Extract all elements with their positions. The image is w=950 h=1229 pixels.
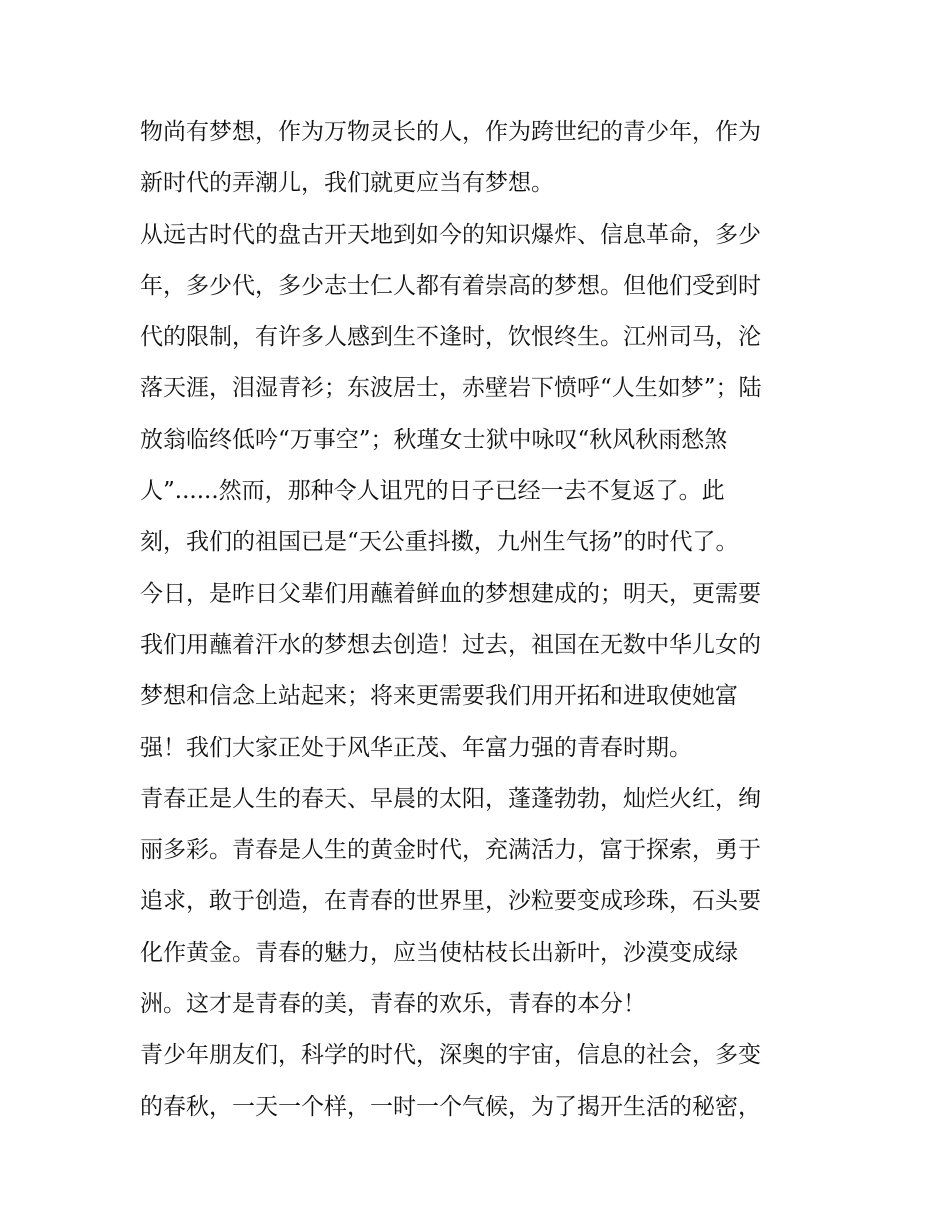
text-line: 梦想和信念上站起来；将来更需要我们用开拓和进取使她富: [140, 683, 738, 710]
text-line: 人”......然而，那种令人诅咒的日子已经一去不复返了。此: [140, 478, 725, 505]
text-line: 代的限制，有许多人感到生不逢时，饮恨终生。江州司马，沦: [140, 324, 761, 351]
text-line: 新时代的弄潮儿，我们就更应当有梦想。: [140, 170, 554, 197]
text-line: 洲。这才是青春的美，青春的欢乐，青春的本分！: [140, 991, 646, 1018]
text-line: 刻，我们的祖国已是“天公重抖擞，九州生气扬”的时代了。: [140, 529, 739, 556]
text-line: 我们用蘸着汗水的梦想去创造！过去，祖国在无数中华儿女的: [140, 631, 761, 658]
text-line: 化作黄金。青春的魅力，应当使枯枝长出新叶，沙漠变成绿: [140, 939, 738, 966]
text-line: 青春正是人生的春天、早晨的太阳，蓬蓬勃勃，灿烂火红，绚: [140, 785, 761, 812]
text-line: 追求，敢于创造，在青春的世界里，沙粒要变成珍珠，石头要: [140, 888, 761, 915]
text-line: 放翁临终低吟“万事空”；秋瑾女士狱中咏叹“秋风秋雨愁煞: [140, 426, 728, 453]
text-line: 的春秋，一天一个样，一时一个气候，为了揭开生活的秘密，: [140, 1093, 761, 1120]
text-line: 青少年朋友们，科学的时代，深奥的宇宙，信息的社会，多变: [140, 1042, 761, 1069]
text-line: 年，多少代，多少志士仁人都有着崇高的梦想。但他们受到时: [140, 272, 761, 299]
text-line: 落天涯，泪湿青衫；东波居士，赤壁岩下愤呼“人生如梦”；陆: [140, 375, 762, 402]
text-line: 强！我们大家正处于风华正茂、年富力强的青春时期。: [140, 734, 692, 761]
text-line: 物尚有梦想，作为万物灵长的人，作为跨世纪的青少年，作为: [140, 119, 761, 145]
text-line: 丽多彩。青春是人生的黄金时代，充满活力，富于探索，勇于: [140, 837, 761, 864]
text-line: 今日，是昨日父辈们用蘸着鲜血的梦想建成的；明天，更需要: [140, 580, 761, 607]
text-line: 从远古时代的盘古开天地到如今的知识爆炸、信息革命，多少: [140, 221, 761, 248]
body-text: [140, 107, 820, 1133]
